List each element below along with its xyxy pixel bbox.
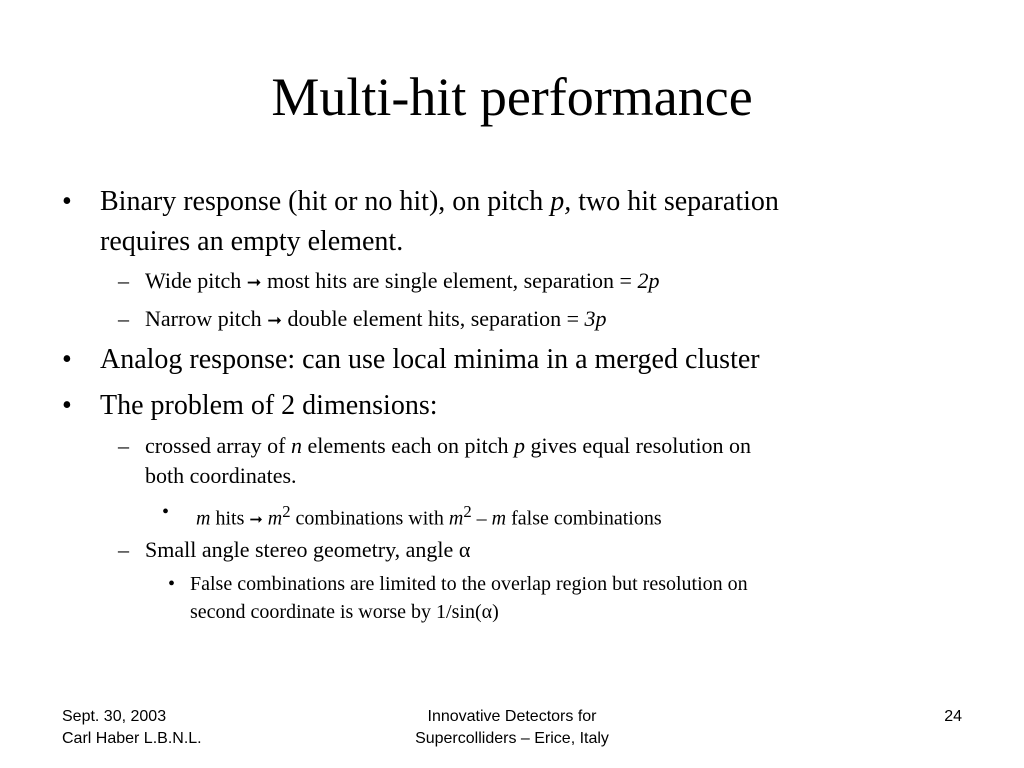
sub-sub-bullet-m-hits: m hits ➞ $m^2$ combinations with $m^2$ – m false combinations [196,502,662,530]
dash-marker: – [118,268,129,293]
footer-date-author [62,706,202,750]
page-number: 24 [944,708,962,725]
alpha-symbol: α [481,601,493,623]
sub-sub-bullet-false-combinations-line-1: False combinations are limited to the overlap region but resolution on [190,573,748,595]
sub-bullet-crossed-array-line-2: both coordinates. [145,463,297,488]
arrow-right-icon: ➞ [267,310,282,330]
arrow-right-icon: ➞ [249,511,263,529]
bullet-marker: • [62,390,72,421]
bullet-marker: • [162,501,170,523]
footer-author: Carl Haber L.B.N.L. [62,730,202,747]
bullet-1-line-2: requires an empty element. [100,226,404,257]
sub-sub-bullet-false-combinations-line-2: second coordinate is worse by 1/sin(α) [190,601,499,623]
sub-bullet-crossed-array-line-1: crossed array of n elements each on pitch p gives equal resolution on [145,433,752,458]
sub-bullet-stereo-geometry: Small angle stereo geometry, angle α [145,537,471,562]
slide-title: Multi-hit performance [271,67,753,127]
footer-event-line-1: Innovative Detectors for [427,708,597,725]
sub-bullet-wide-pitch: Wide pitch ➞ most hits are single element, separation = 2p [145,268,660,293]
bullet-3: The problem of 2 dimensions: [100,390,438,421]
bullet-marker: • [62,186,72,217]
sub-bullet-narrow-pitch: Narrow pitch ➞ double element hits, separation = 3p [145,306,607,331]
bullet-marker: • [62,344,72,375]
dash-marker: – [118,306,129,331]
dash-marker: – [118,433,129,458]
footer-event [362,706,662,750]
footer-event-line-2: Supercolliders – Erice, Italy [415,730,609,747]
dash-marker: – [118,537,129,562]
alpha-symbol: α [458,537,471,562]
arrow-right-icon: ➞ [246,272,262,292]
bullet-2: Analog response: can use local minima in a merged cluster [100,344,760,375]
bullet-marker: • [168,573,176,595]
bullet-1-line-1: Binary response (hit or no hit), on pitch p, two hit separation [100,186,779,217]
footer-date: Sept. 30, 2003 [62,708,167,725]
